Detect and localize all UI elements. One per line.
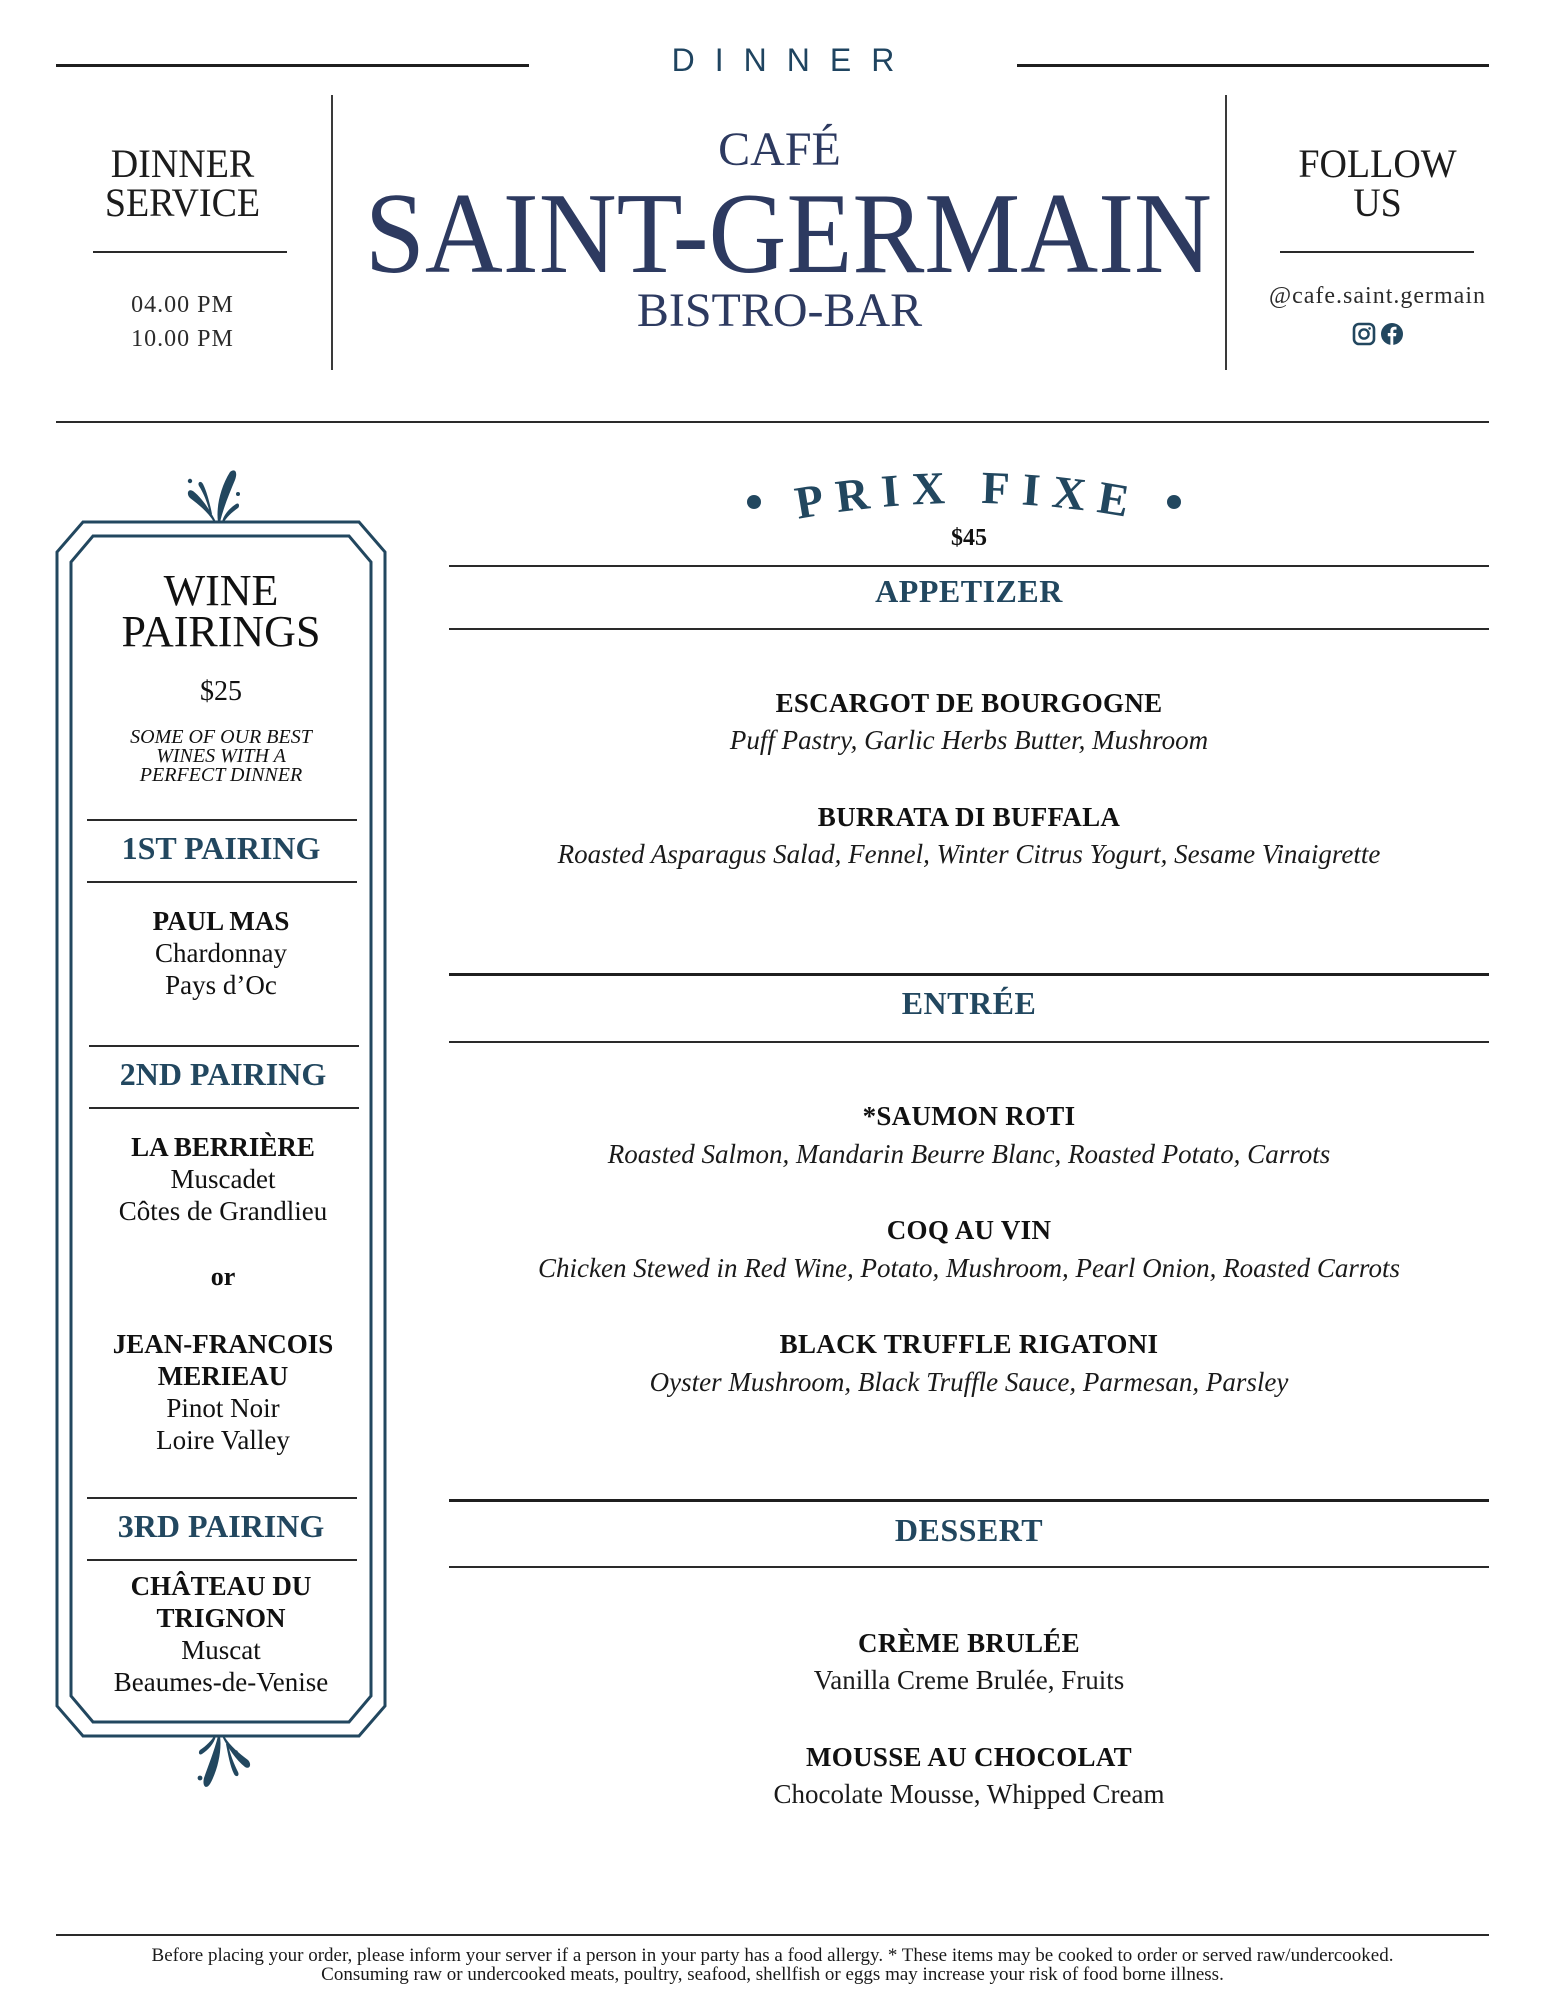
wine-name: JEAN-FRANCOIS [112, 1329, 334, 1359]
pairing-1-wine [71, 905, 371, 1001]
pairing-2-heading: 2ND PAIRING [119, 1056, 327, 1092]
dish-name: COQ AU VIN [886, 1215, 1052, 1245]
brand-name [333, 170, 1226, 298]
pairing-3-heading: 3RD PAIRING [117, 1508, 325, 1544]
pairing-rule [89, 1107, 359, 1109]
dish-name: MOUSSE AU CHOCOLAT [806, 1742, 1132, 1772]
wine-varietal: Chardonnay [155, 938, 287, 968]
dish-description: Roasted Asparagus Salad, Fennel, Winter Citrus Yogurt, Sesame Vinaigrette [557, 839, 1381, 869]
wine-name: MERIEAU [157, 1361, 289, 1391]
pairing-rule [87, 881, 357, 883]
wine-name: LA BERRIÈRE [131, 1132, 315, 1162]
prix-fixe-title-text: PRIX FIXE [791, 461, 1145, 525]
dinner-service-title-2: SERVICE [104, 180, 261, 225]
svg-text:PRIX FIXE [791, 462, 1144, 525]
open-time: 04.00 PM [131, 292, 234, 318]
allergy-disclaimer: Before placing your order, please inform your server if a person in your party has a food allergy. * These items may be cooked to order or served raw/undercooked. [151, 1945, 1394, 1966]
wine-name: PAUL MAS [152, 906, 290, 936]
dish-description: Puff Pastry, Garlic Herbs Butter, Mushroom [729, 725, 1209, 755]
dish-description: Vanilla Creme Brulée, Fruits [813, 1665, 1125, 1695]
dish-description: Roasted Salmon, Mandarin Beurre Blanc, Roasted Potato, Carrots [607, 1139, 1331, 1169]
dish-description: Oyster Mushroom, Black Truffle Sauce, Parmesan, Parsley [649, 1367, 1289, 1397]
dish-name: BLACK TRUFFLE RIGATONI [779, 1329, 1159, 1359]
brand-cafe: CAFÉ [718, 123, 841, 176]
section-rule [449, 1041, 1489, 1043]
dinner-service-title-1: DINNER [110, 141, 255, 186]
header-divider-right [1225, 95, 1227, 370]
pairing-rule [87, 819, 357, 821]
dish-description: Chocolate Mousse, Whipped Cream [773, 1779, 1165, 1809]
wine-title-2: PAIRINGS [121, 607, 321, 656]
follow-title-2: US [1353, 180, 1402, 225]
section-heading: APPETIZER [875, 573, 1063, 609]
brand-bistro-bar: BISTRO-BAR [636, 284, 923, 337]
top-label: DINNER [671, 42, 915, 78]
facebook-icon[interactable] [1380, 322, 1404, 351]
section-rule [449, 1499, 1489, 1502]
wine-tagline [71, 728, 371, 785]
section-heading: DESSERT [894, 1512, 1044, 1548]
pairing-rule [87, 1497, 357, 1499]
pairing-or-separator: or [210, 1262, 236, 1291]
wine-region: Côtes de Grandlieu [118, 1196, 328, 1226]
pairing-2-wine-b [73, 1328, 373, 1456]
raw-food-warning: Consuming raw or undercooked meats, poultry, seafood, shellfish or eggs may increase your risk of food borne illness. [321, 1964, 1224, 1985]
wine-varietal: Muscadet [170, 1164, 276, 1194]
footer-rule [56, 1934, 1489, 1936]
pairing-3-wine [71, 1570, 371, 1698]
wine-region: Pays d’Oc [165, 970, 277, 1000]
wine-varietal: Muscat [181, 1635, 261, 1665]
close-time: 10.00 PM [131, 326, 234, 352]
dish-name: *SAUMON ROTI [862, 1101, 1076, 1131]
wine-tagline-line: SOME OF OUR BEST [130, 726, 312, 748]
dinner-service-rule [93, 251, 287, 253]
follow-title-1: FOLLOW [1298, 141, 1457, 186]
prix-fixe-price: $45 [951, 525, 987, 551]
wine-region: Beaumes-de-Venise [113, 1667, 329, 1697]
wine-tagline-line: WINES WITH A [156, 745, 286, 767]
section-rule [449, 973, 1489, 976]
bullet-left-icon [747, 495, 761, 509]
social-handle[interactable]: @cafe.saint.germain [1268, 283, 1486, 309]
prix-fixe-title [768, 455, 1168, 530]
wine-varietal: Pinot Noir [166, 1393, 280, 1423]
header-bottom-rule [56, 421, 1489, 423]
brand-name-text: SAINT-GERMAIN [364, 170, 1212, 298]
dish-name: BURRATA DI BUFFALA [817, 802, 1121, 832]
pairing-rule [87, 1559, 357, 1561]
wine-title-1: WINE [163, 566, 279, 615]
wine-tagline-line: PERFECT DINNER [139, 764, 303, 786]
dish-name: ESCARGOT DE BOURGOGNE [775, 688, 1163, 718]
follow-rule [1280, 251, 1474, 253]
wine-price: $25 [200, 676, 242, 707]
bullet-right-icon [1167, 495, 1181, 509]
instagram-icon[interactable] [1352, 322, 1376, 351]
dish-name: CRÈME BRULÉE [858, 1628, 1080, 1658]
wine-name: TRIGNON [156, 1603, 286, 1633]
wine-name: CHÂTEAU DU [130, 1571, 312, 1601]
section-rule [449, 628, 1489, 630]
pairing-2-wine-a [73, 1131, 373, 1227]
section-rule [449, 565, 1489, 567]
social-icons [1240, 322, 1515, 351]
section-rule [449, 1566, 1489, 1568]
wine-region: Loire Valley [156, 1425, 290, 1455]
pairing-rule [89, 1045, 359, 1047]
ornament-bottom-icon [188, 1734, 258, 1790]
section-heading: ENTRÉE [901, 985, 1037, 1021]
pairing-1-heading: 1ST PAIRING [121, 830, 321, 866]
top-rule-right [1017, 64, 1489, 67]
dish-description: Chicken Stewed in Red Wine, Potato, Mushroom, Pearl Onion, Roasted Carrots [538, 1253, 1400, 1283]
top-rule-left [56, 64, 529, 67]
ornament-top-icon [180, 468, 250, 524]
